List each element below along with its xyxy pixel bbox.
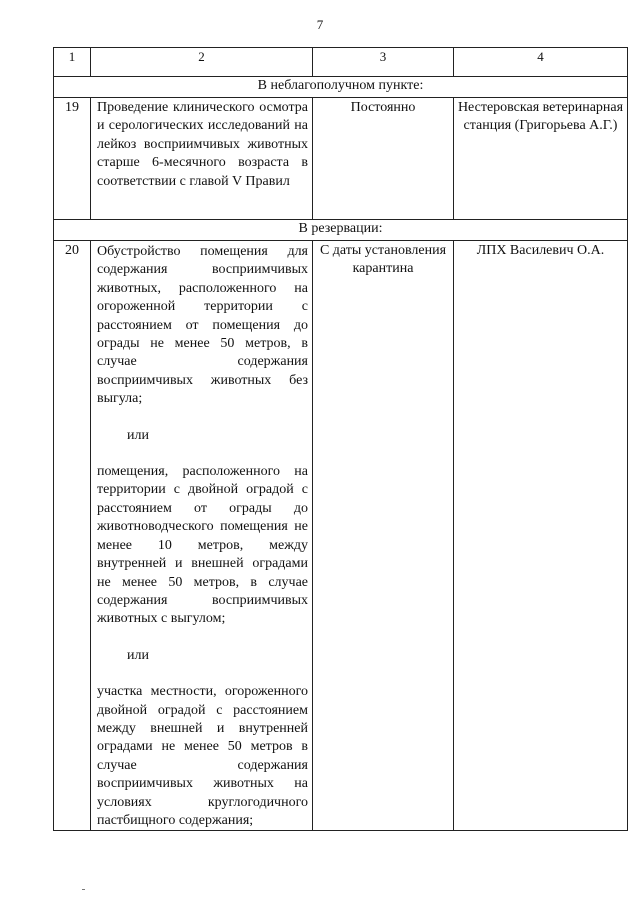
or-separator-2: или [127, 647, 149, 663]
row-number: 20 [54, 241, 91, 831]
or-separator-1: или [127, 427, 149, 443]
header-col-4: 4 [454, 48, 628, 77]
table-row [54, 241, 628, 831]
section-row [54, 77, 628, 98]
table-row [54, 98, 628, 220]
header-col-3: 3 [313, 48, 454, 77]
measure-text: Проведение клинического осмотра и серологических исследований на лейкоз восприимчивых животных старше 6-месячного возраста в соответствии с главой V Правил [91, 98, 313, 220]
section-row [54, 220, 628, 241]
responsible-text: Нестеровская ветеринарная станция (Григорьева А.Г.) [454, 98, 628, 220]
scan-speck [82, 889, 85, 890]
measure-paragraph-2: помещения, расположенного на территории с двойной оградой с расстоянием от ограды до животноводческого помещения не менее 10 метров, между внутренней и внешней оградами не менее 50 метров, в случае содержания восприимчивых животных с выгулом; [97, 464, 308, 627]
measure-paragraph-1: Обустройство помещения для содержания восприимчивых животных, расположенного на огороженной территории с расстоянием от помещения до ограды не менее 50 метров, в случае содержания восприимчивых животных без выгула; [97, 244, 308, 407]
responsible-text: ЛПХ Василевич О.А. [454, 241, 628, 831]
header-col-1: 1 [54, 48, 91, 77]
section-title-reservation: В резервации: [54, 220, 628, 241]
section-title-unfavorable: В неблагополучном пункте: [54, 77, 628, 98]
header-col-2: 2 [91, 48, 313, 77]
term-text: Постоянно [313, 98, 454, 220]
term-text: С даты установления карантина [313, 241, 454, 831]
measure-paragraph-3: участка местности, огороженного двойной оградой с расстоянием между внешней и внутренней оградами не менее 50 метров в случае содержания восприимчивых животных на условиях круглогодичного пастбищного содержания; [97, 684, 308, 828]
page-number: 7 [316, 17, 324, 32]
measures-table [53, 47, 628, 831]
table-header-row [54, 48, 628, 77]
measure-cell [91, 241, 313, 831]
row-number: 19 [54, 98, 91, 220]
